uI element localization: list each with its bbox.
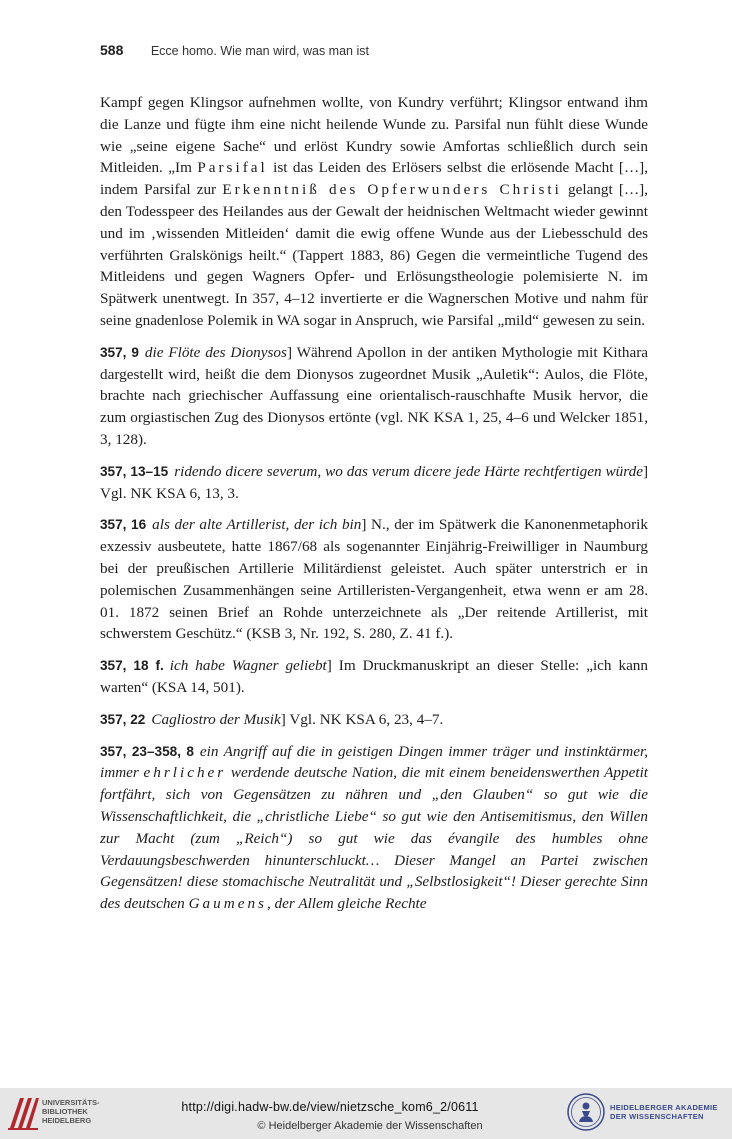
line-reference: 357, 23–358, 8 [100, 743, 194, 759]
university-library-label: UNIVERSITÄTS- BIBLIOTHEK HEIDELBERG [42, 1098, 100, 1125]
continued-paragraph [100, 92, 648, 332]
page-number: 588 [100, 42, 124, 58]
line-reference: 357, 16 [100, 517, 147, 533]
commentary-entry [100, 514, 648, 645]
line-reference: 357, 13–15 [100, 463, 169, 479]
text-segment: ] Vgl. NK KSA 6, 13, 3. [100, 462, 648, 502]
quoted-lemma: ridendo dicere severum, wo das verum dicere jede Härte rechtfertigen würde [174, 462, 643, 480]
quoted-lemma: ein Angriff auf die in geistigen Dingen immer träger und instinktärmer, immer [100, 742, 648, 782]
permalink-url[interactable]: http://digi.hadw-bw.de/view/nietzsche_kom6_2/0611 [181, 1100, 479, 1114]
spaced-emphasis: Parsifal [197, 159, 268, 177]
running-title: Ecce homo. Wie man wird, was man ist [150, 44, 369, 58]
commentary-entry [100, 709, 648, 731]
university-library-logo-icon [6, 1094, 40, 1132]
quoted-lemma: , der Allem gleiche Rechte [266, 895, 427, 913]
commentary-body [100, 92, 648, 925]
spaced-emphasis: Gaumens [188, 895, 267, 913]
quoted-lemma: Cagliostro der Musik [151, 710, 281, 728]
line-reference: 357, 22 [100, 711, 146, 727]
commentary-entry [100, 655, 648, 699]
quoted-lemma: ich habe Wagner geliebt [169, 657, 327, 675]
commentary-entry [100, 461, 648, 505]
text-segment: ] Im Druckmanuskript an dieser Stelle: „ich kann warten“ (KSA 14, 501). [100, 657, 648, 696]
text-segment: Kampf gegen Klingsor aufnehmen wollte, von Kundry verführt; Klingsor entwand ihm die Lanze und fügte ihm eine nicht heilende Wunde zu. Parsifal nun fühlt diese Wunde wie „seine eigene Sache“ und erlöst Kundry sowie Amfortas schließlich durch sein Mitleiden. „Im [100, 94, 648, 177]
text-segment: ] Vgl. NK KSA 6, 23, 4–7. [280, 710, 444, 728]
quoted-lemma: als der alte Artillerist, der ich bin [152, 516, 362, 534]
text-segment: gelangt […], den Todesspeer des Heilandes aus der Gewalt der heidnischen Weltmacht wieder gewinnt und im ‚wissenden Mitleiden‘ damit die ewig offene Wunde aus der Liebesschuld des verführten Gralskönigs heilt.“ (Tappert 1883, 86) Gegen die vermeintliche Tugend des Mitleidens und gegen Wagners Opfer- und Erlösungstheologie polemisierte N. im Spätwerk unentwegt. In 357, 4–12 invertierte er die Wagnerschen Motive und nahm für seine gnadenlose Polemik in WA sogar in Anspruch, wie Parsifal „mild“ gewesen zu sein. [100, 181, 648, 329]
copyright-notice: © Heidelberger Akademie der Wissenschaften [257, 1120, 483, 1132]
spaced-emphasis: Erkenntniß des Opferwunders Christi [222, 181, 562, 199]
spaced-emphasis: ehrlicher [143, 764, 227, 782]
commentary-entry [100, 342, 648, 451]
academy-seal-icon [566, 1092, 606, 1132]
line-reference: 357, 18 f. [100, 658, 164, 674]
quoted-lemma: die Flöte des Dionysos [144, 343, 287, 361]
commentary-entry [100, 741, 648, 915]
text-segment: ] Während Apollon in der antiken Mythologie mit Kithara dargestellt wird, heißt die dem Dionysos zugeordnet Musik „Auletik“: Aulos, die Flöte, brachte nach griechischer Auffassung eine orientalisch-rauschhafte Musik hervor, die zum orgiastischen Zug des Dionysos ertönte (vgl. NK KSA 1, 25, 4–6 und Welcker 1851, 3, 128). [100, 343, 648, 448]
academy-label: HEIDELBERGER AKADEMIE DER WISSENSCHAFTEN [610, 1103, 718, 1121]
text-segment: ] N., der im Spätwerk die Kanonenmetaphorik exzessiv ausbeutete, hatte 1867/68 als sogenannter Einjährig-Freiwilliger in Naumburg bei der preußischen Artillerie Militärdienst geleistet. Auch später unterstrich er in polemischen Zusammenhängen seine Artilleristen-Vergangenheit, etwa wenn er am 28. 01. 1872 seinen Brief an Rohde unterzeichnete als „Der reitende Artillerist, mit schwerstem Geschütz.“ (KSB 3, Nr. 192, S. 280, Z. 41 f.). [100, 516, 648, 643]
quoted-lemma: werdende deutsche Nation, die mit einem beneidenswerthen Appetit fortfährt, sich von Gegensätzen zu nähren und „den Glauben“ so gut wie die Wissenschaftlichkeit, die „christliche Liebe“ so gut wie den Antisemitismus, den Willen zur Macht (zum „Reich“) so gut wie das évangile des humbles ohne Verdauungsbeschwerden hinunterschluckt… Dieser Mangel an Partei zwischen Gegensätzen! diese stomachische Neutralität und „Selbstlosigkeit“! Dieser gerechte Sinn des deutschen [100, 764, 649, 913]
running-header [100, 42, 660, 58]
line-reference: 357, 9 [100, 344, 139, 360]
text-segment: ist das Leiden des Erlösers selbst die erlösende Macht […], indem Parsifal zur [100, 159, 648, 199]
footer-bar [0, 1088, 732, 1139]
